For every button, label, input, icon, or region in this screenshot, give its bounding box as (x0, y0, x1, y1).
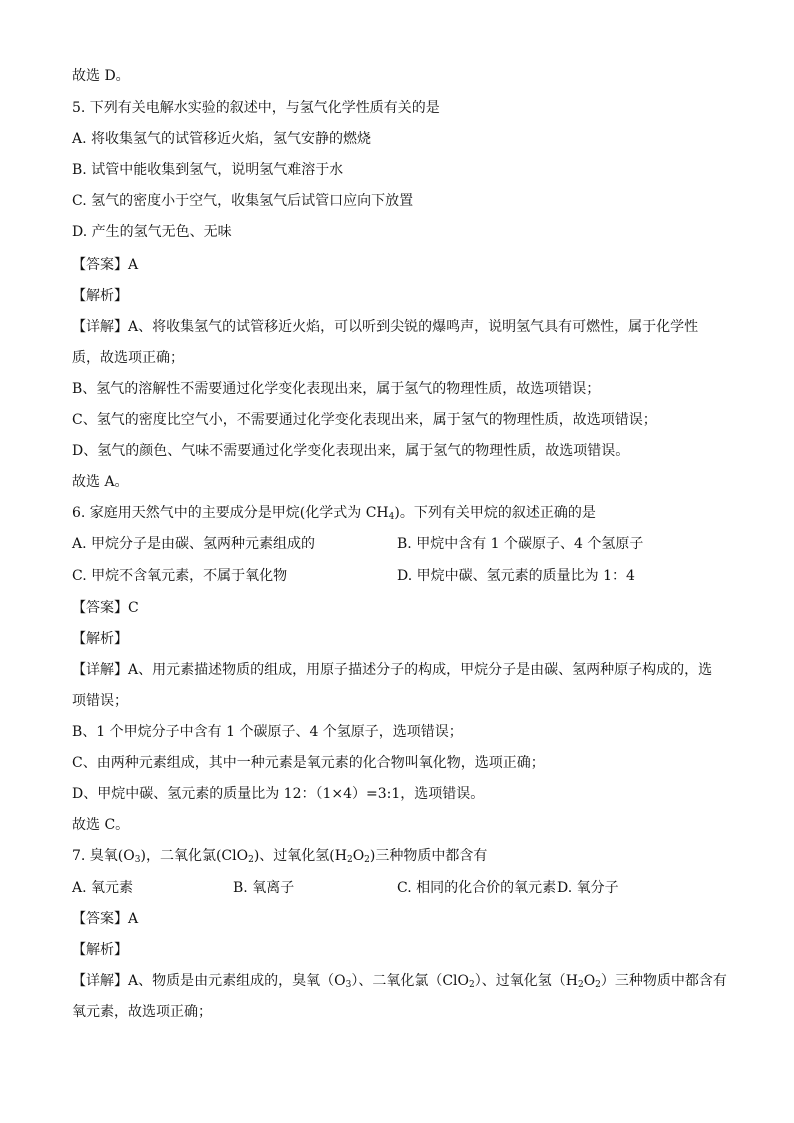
detail-line: B、1 个甲烷分子中含有 1 个碳原子、4 个氢原子，选项错误； (72, 724, 463, 740)
option-a: A. 甲烷分子是由碳、氢两种元素组成的 (72, 536, 316, 552)
question-7-stem: 7. 臭氧$(O_3)$，二氧化氯(ClO$_2$)、过氧化氢$(H_2O_2)$三种物质中都含有 (72, 848, 488, 865)
option-a: A. 将收集氢气的试管移近火焰，氢气安静的燃烧 (72, 131, 372, 147)
question-5-stem: 5. 下列有关电解水实验的叙述中，与氢气化学性质有关的是 (72, 100, 440, 116)
answer-label: 【答案】A (72, 911, 139, 927)
detail-line: B、氢气的溶解性不需要通过化学变化表现出来，属于氢气的物理性质，故选项错误； (72, 381, 601, 397)
analysis-label: 【解析】 (72, 942, 128, 958)
option-c: C. 氢气的密度小于空气，收集氢气后试管口应向下放置 (72, 193, 414, 209)
analysis-label: 【解析】 (72, 631, 128, 647)
option-d: D. 产生的氢气无色、无味 (72, 224, 232, 240)
detail-line: 【详解】A、物质是由元素组成的，臭氧$(O_3)$、二氧化氯（ClO$_2$）、过氧化氢$(H_2O_2)$三种物质中都含有 (72, 973, 727, 990)
answer-label: 【答案】C (72, 600, 139, 616)
detail-line: C、氢气的密度比空气小，不需要通过化学变化表现出来，属于氢气的物理性质，故选项错误； (72, 412, 657, 428)
detail-line: 【详解】A、将收集氢气的试管移近火焰，可以听到尖锐的爆鸣声，说明氢气具有可燃性，属于化学性 (72, 319, 699, 335)
question-6-stem: 6. 家庭用天然气中的主要成分是甲烷(化学式为 $CH_4$)。下列有关甲烷的叙述正确的是 (72, 505, 596, 522)
detail-line: 项错误； (72, 693, 128, 709)
option-d: D. 甲烷中碳、氢元素的质量比为 1：4 (397, 568, 635, 584)
option-b: B. 试管中能收集到氢气，说明氢气难溶于水 (72, 162, 344, 178)
option-c: C. 相同的化合价的氧元素 (397, 880, 557, 896)
option-b: B. 甲烷中含有 1 个碳原子、4 个氢原子 (397, 536, 644, 552)
detail-line: D、氢气的颜色、气味不需要通过化学变化表现出来，属于氢气的物理性质，故选项错误。 (72, 443, 630, 459)
option-a: A. 氧元素 (72, 880, 134, 896)
analysis-label: 【解析】 (72, 288, 128, 304)
text-line: 故选 D。 (72, 68, 130, 84)
detail-line: D、甲烷中碳、氢元素的质量比为 12：（1×4）=3:1，选项错误。 (72, 786, 485, 802)
option-d: D. 氧分子 (557, 880, 619, 896)
option-c: C. 甲烷不含氧元素，不属于氧化物 (72, 568, 288, 584)
option-b: B. 氧离子 (233, 880, 295, 896)
answer-label: 【答案】A (72, 257, 139, 273)
detail-line: 【详解】A、用元素描述物质的组成，用原子描述分子的构成，甲烷分子是由碳、氢两种原子构成的，选 (72, 662, 713, 678)
conclusion-line: 故选 A。 (72, 474, 129, 490)
detail-line: C、由两种元素组成，其中一种元素是氧元素的化合物叫氧化物，选项正确； (72, 755, 545, 771)
detail-line: 氧元素，故选项正确； (72, 1004, 212, 1020)
conclusion-line: 故选 C。 (72, 817, 130, 833)
detail-line: 质，故选项正确； (72, 350, 184, 366)
